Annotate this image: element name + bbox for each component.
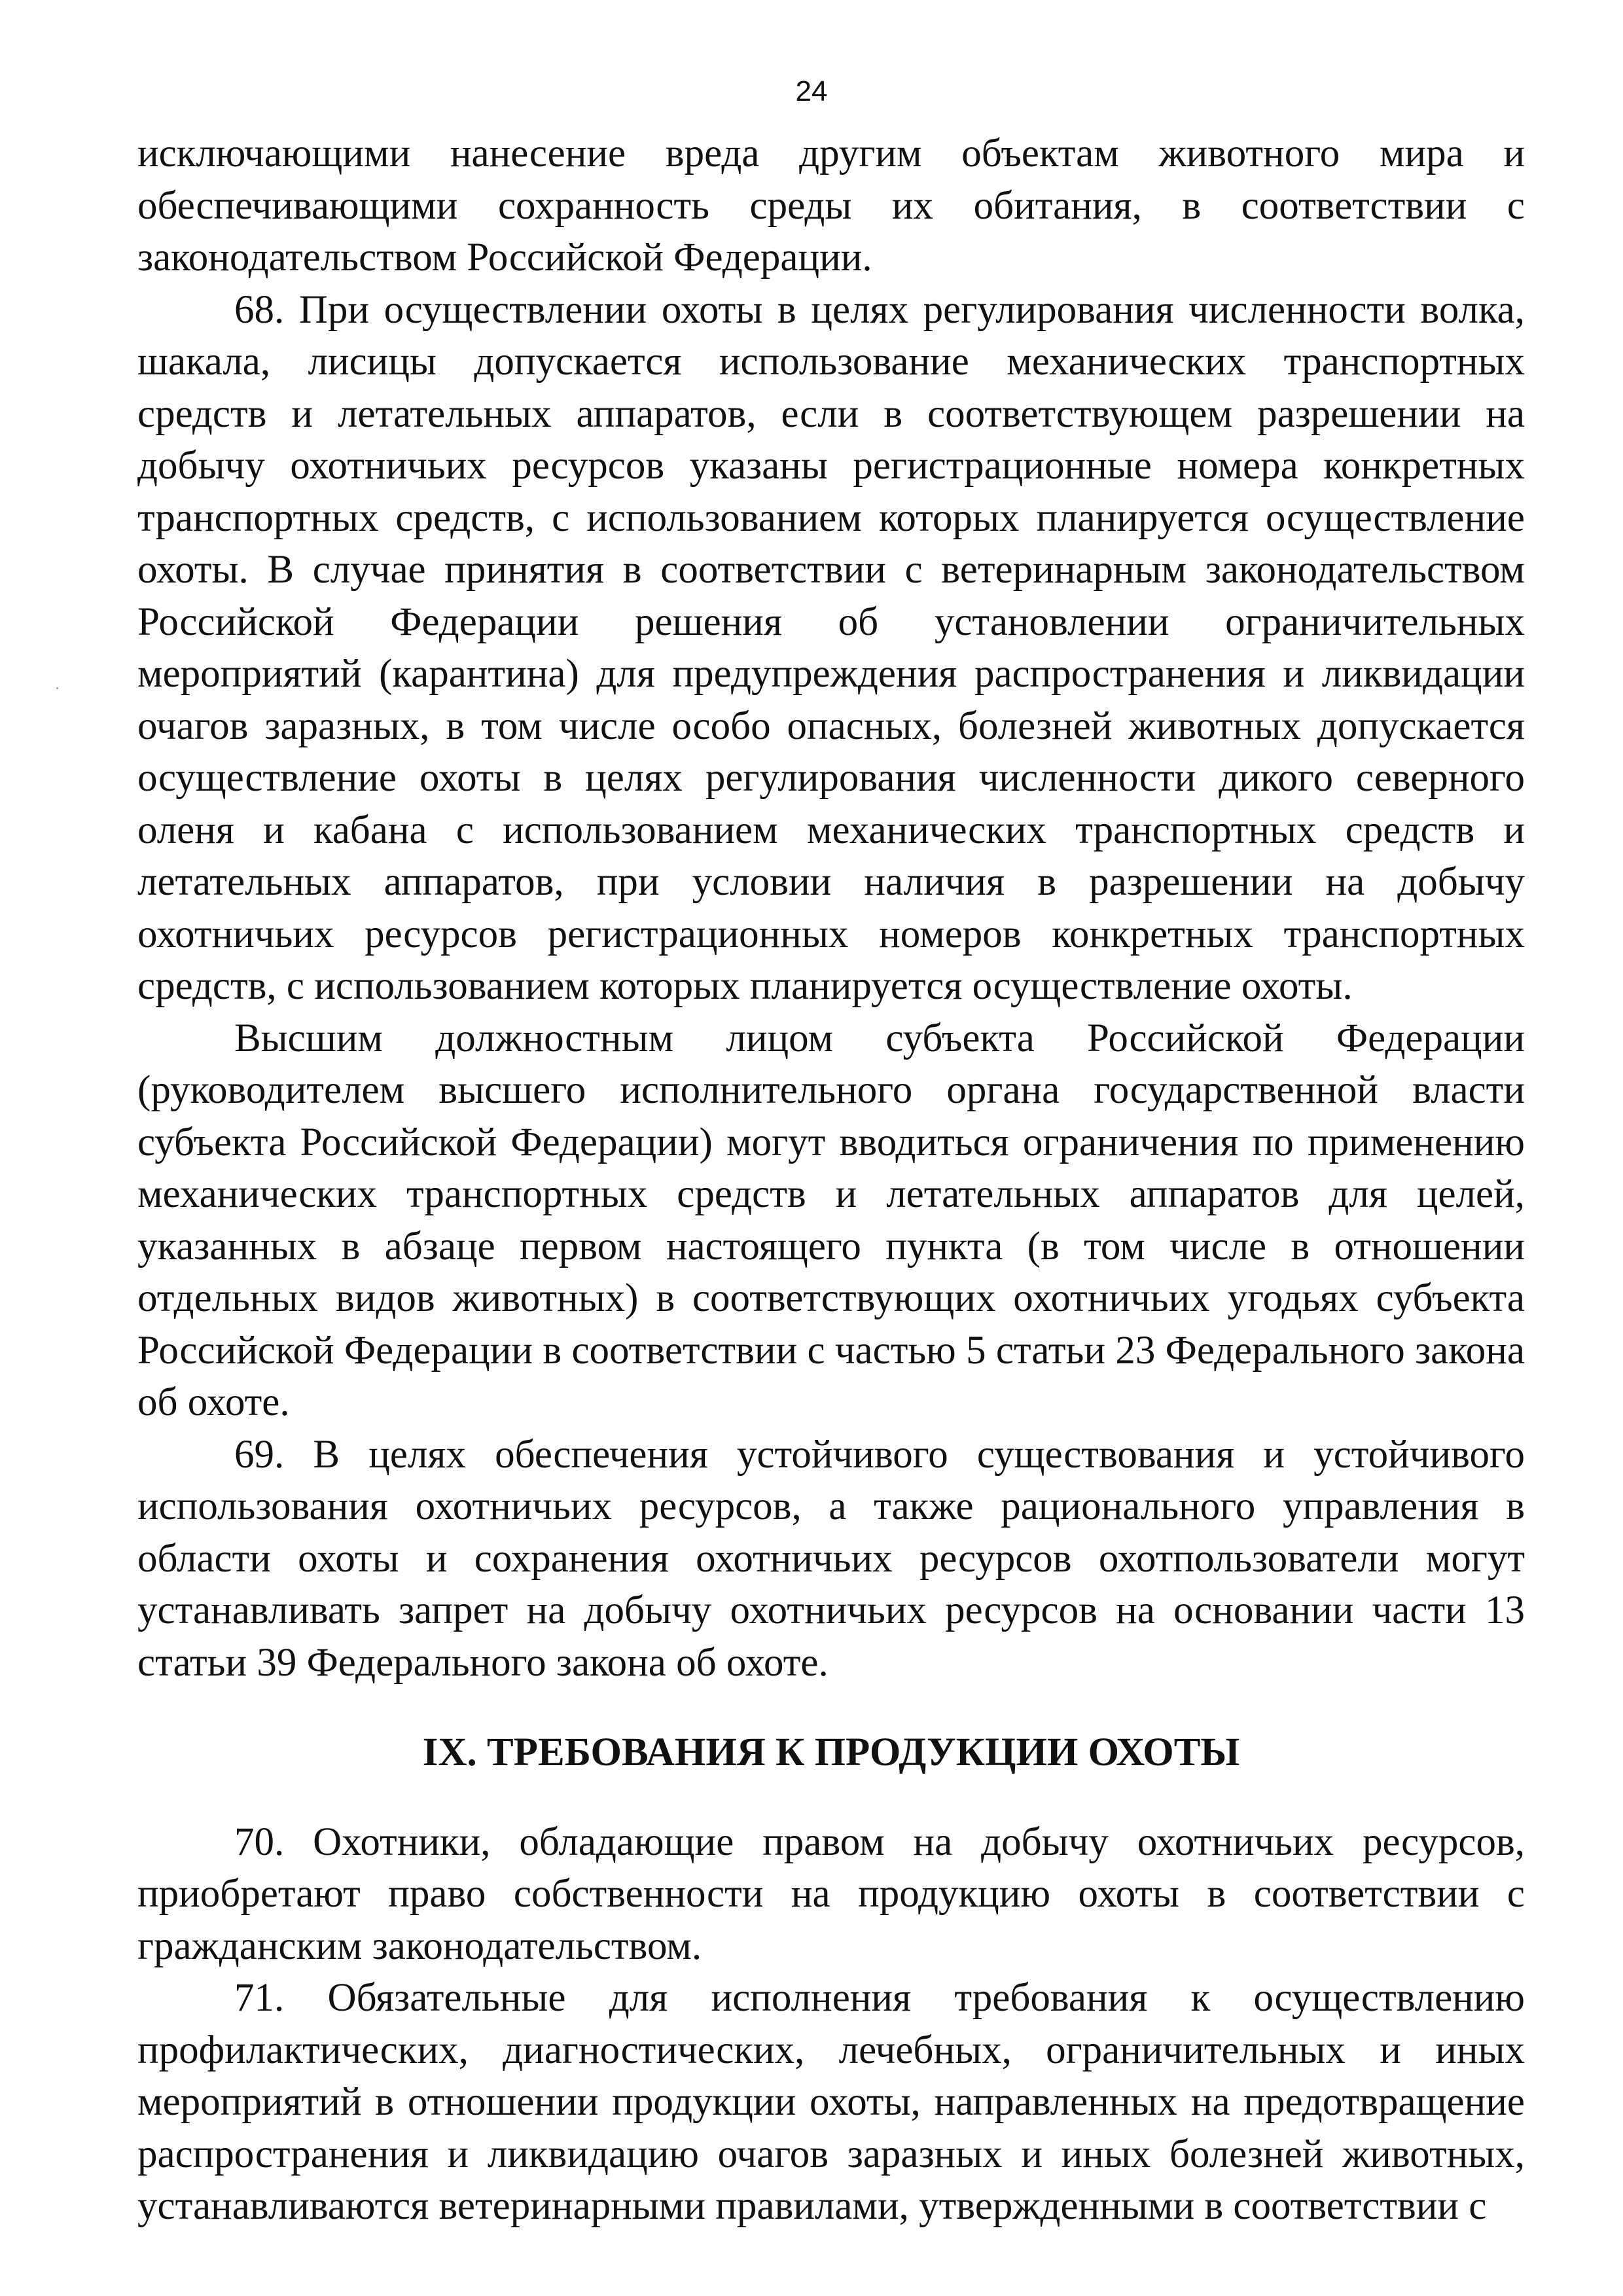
- paragraph-70: 70. Охотники, обладающие правом на добычу охотничьих ресурсов, приобретают право собственности на продукцию охоты в соответствии с гражданским законодательством.: [137, 1820, 1525, 1968]
- paragraph-69: 69. В целях обеспечения устойчивого существования и устойчивого использования охотничьих ресурсов, а также рационального управления в области охоты и сохранения охотничьих ресурсов охотпользователи могут устанавливать запрет на добычу охотничьих ресурсов на основании части 13 статьи 39 Федерального закона об охоте.: [137, 1432, 1525, 1685]
- paragraph-71: 71. Обязательные для исполнения требования к осуществлению профилактических, диагностических, лечебных, ограничительных и иных мероприятий в отношении продукции охоты, направленных на предотвращение распространения и ликвидацию очагов заразных и иных болезней животных, устанавливаются ветеринарными правилами, утвержденными в соответствии с: [137, 1976, 1525, 2228]
- body-text: [137, 128, 1525, 2233]
- section-heading: IX. ТРЕБОВАНИЯ К ПРОДУКЦИИ ОХОТЫ: [422, 1731, 1240, 1774]
- paragraph-68-second: Высшим должностным лицом субъекта Российской Федерации (руководителем высшего исполнительного органа государственной власти субъекта Российской Федерации) могут вводиться ограничения по применению механических транспортных средств и летательных аппаратов для целей, указанных в абзаце первом настоящего пункта (в том числе в отношении отдельных видов животных) в соответствующих охотничьих угодьях субъекта Российской Федерации в соответствии с частью 5 статьи 23 Федерального закона об охоте.: [137, 1016, 1525, 1424]
- scan-speck: [56, 687, 58, 689]
- page-number: 24: [795, 75, 828, 107]
- paragraph-continuation: исключающими нанесение вреда другим объектам животного мира и обеспечивающими сохранность среды их обитания, в соответствии с законодательством Российской Федерации.: [137, 132, 1525, 279]
- paragraph-68: 68. При осуществлении охоты в целях регулирования численности волка, шакала, лисицы допускается использование механических транспортных средств и летательных аппаратов, если в соответствующем разрешении на добычу охотничьих ресурсов указаны регистрационные номера конкретных транспортных средств, с использованием которых планируется осуществление охоты. В случае принятия в соответствии с ветеринарным законодательством Российской Федерации решения об установлении ограничительных мероприятий (карантина) для предупреждения распространения и ликвидации очагов заразных, в том числе особо опасных, болезней животных допускается осуществление охоты в целях регулирования численности дикого северного оленя и кабана с использованием механических транспортных средств и летательных аппаратов, при условии наличия в разрешении на добычу охотничьих ресурсов регистрационных номеров конкретных транспортных средств, с использованием которых планируется осуществление охоты.: [137, 287, 1525, 1008]
